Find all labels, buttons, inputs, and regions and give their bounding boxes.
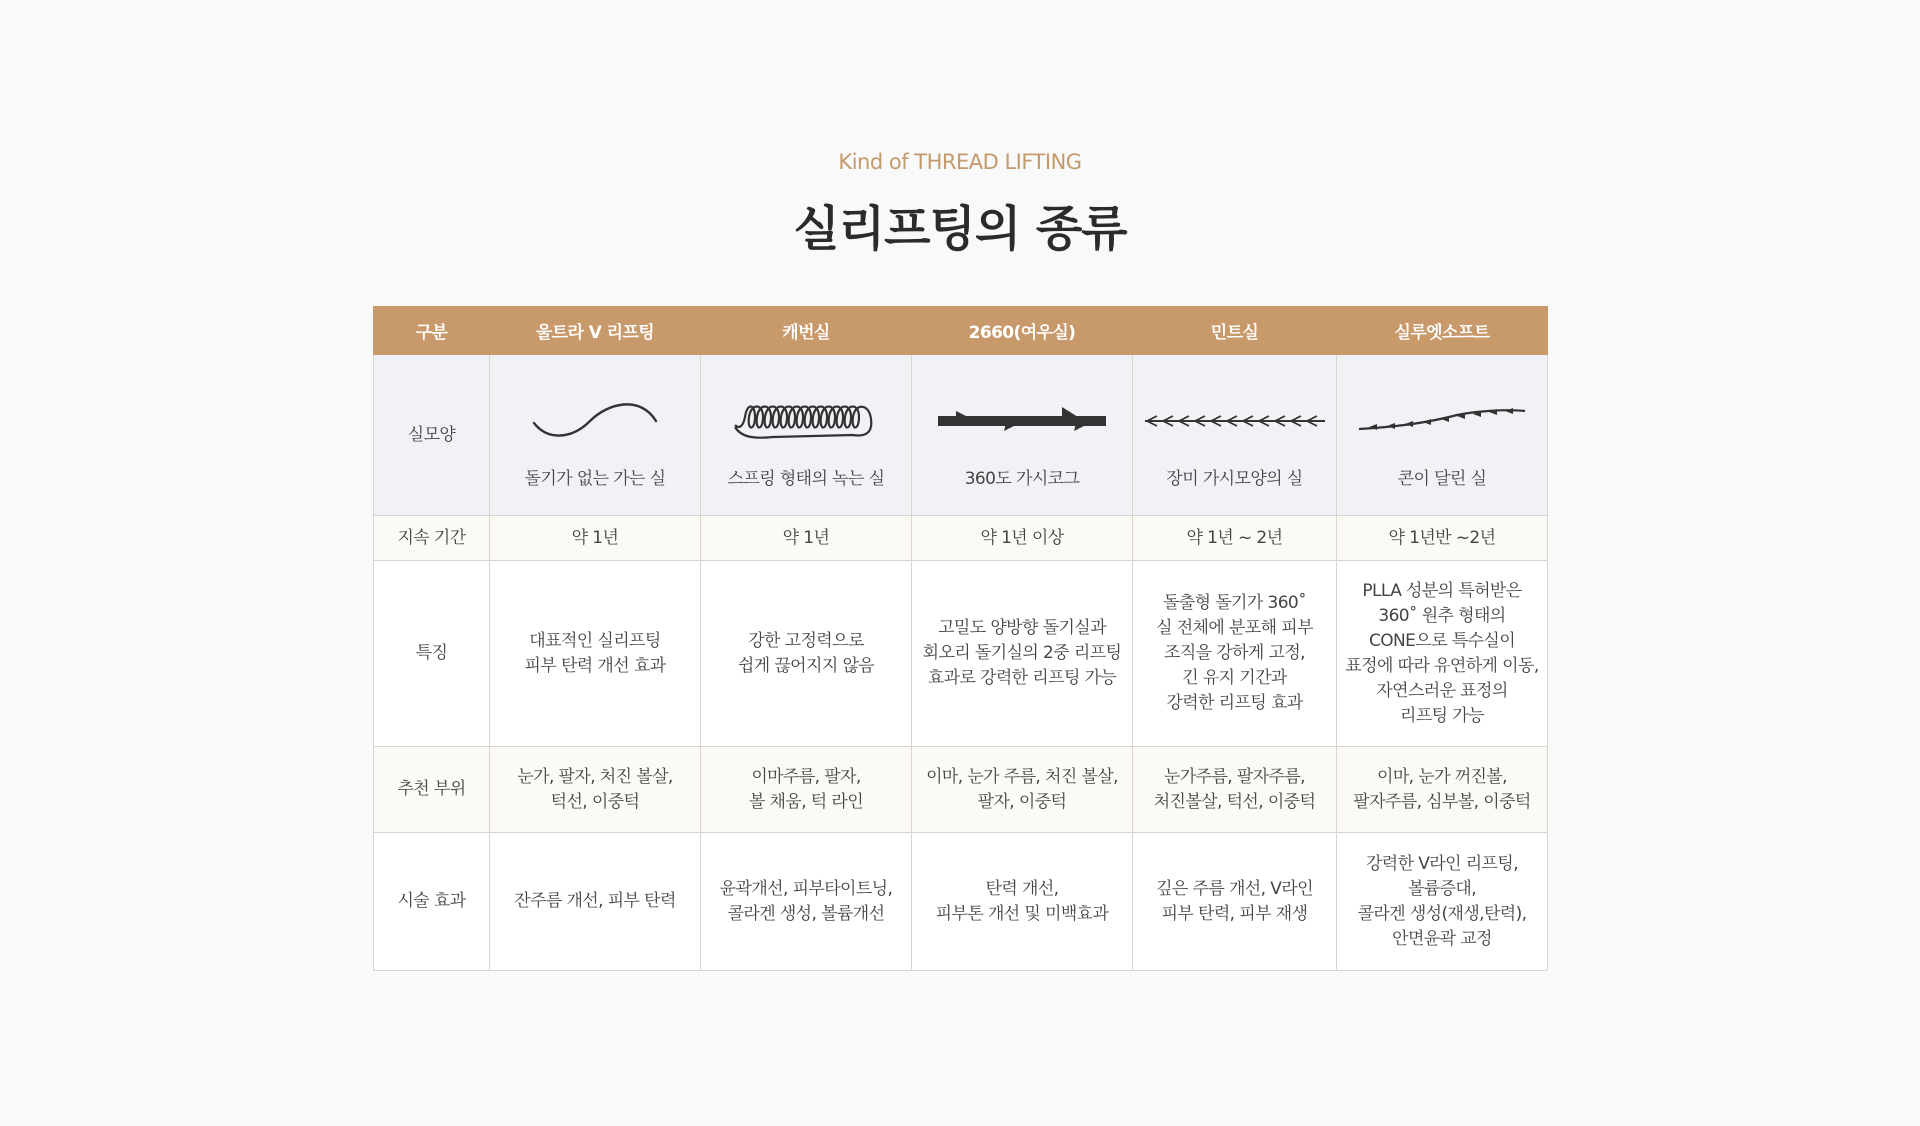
features-cell: 강한 고정력으로 쉽게 끊어지지 않음 xyxy=(701,561,912,747)
duration-cell: 약 1년 ~ 2년 xyxy=(1133,516,1337,561)
header-silhouette-soft: 실루엣소프트 xyxy=(1337,307,1548,355)
features-cell: 고밀도 양방향 돌기실과 회오리 돌기실의 2중 리프팅 효과로 강력한 리프팅 가능 xyxy=(912,561,1133,747)
row-label-effects: 시술 효과 xyxy=(374,833,490,971)
header-ultra-v: 울트라 V 리프팅 xyxy=(490,307,701,355)
shape-cell-silhouette-soft xyxy=(1337,355,1548,516)
features-cell: PLLA 성분의 특허받은 360˚ 원추 형태의 CONE으로 특수실이 표정에 따라 유연하게 이동, 자연스러운 표정의 리프팅 가능 xyxy=(1337,561,1548,747)
duration-cell: 약 1년반 ~2년 xyxy=(1337,516,1548,561)
effects-cell: 깊은 주름 개선, V라인 피부 탄력, 피부 재생 xyxy=(1133,833,1337,971)
section-eyebrow: Kind of THREAD LIFTING xyxy=(838,150,1082,174)
shape-cell-mint xyxy=(1133,355,1337,516)
duration-cell: 약 1년 xyxy=(701,516,912,561)
areas-cell: 눈가, 팔자, 처진 볼살, 턱선, 이중턱 xyxy=(490,747,701,833)
shape-cell-ultra-v xyxy=(490,355,701,516)
duration-cell: 약 1년 이상 xyxy=(912,516,1133,561)
effects-cell: 탄력 개선, 피부톤 개선 및 미백효과 xyxy=(912,833,1133,971)
spring-coil-thread-icon xyxy=(733,397,879,441)
shape-cell-caven xyxy=(701,355,912,516)
table-header-row xyxy=(374,307,1548,355)
effects-cell: 잔주름 개선, 피부 탄력 xyxy=(490,833,701,971)
barbed-cog-thread-icon xyxy=(934,397,1110,441)
areas-cell: 이마주름, 팔자, 볼 채움, 턱 라인 xyxy=(701,747,912,833)
features-cell: 대표적인 실리프팅 피부 탄력 개선 효과 xyxy=(490,561,701,747)
shape-caption: 스프링 형태의 녹는 실 xyxy=(727,469,885,489)
areas-cell: 이마, 눈가 꺼진볼, 팔자주름, 심부볼, 이중턱 xyxy=(1337,747,1548,833)
duration-cell: 약 1년 xyxy=(490,516,701,561)
shape-caption: 장미 가시모양의 실 xyxy=(1166,469,1303,489)
rose-thorn-thread-icon xyxy=(1143,397,1327,441)
areas-cell: 눈가주름, 팔자주름, 처진볼살, 턱선, 이중턱 xyxy=(1133,747,1337,833)
thread-lifting-table xyxy=(373,306,1548,971)
row-label-duration: 지속 기간 xyxy=(374,516,490,561)
row-label-shape: 실모양 xyxy=(374,355,490,516)
row-label-areas: 추천 부위 xyxy=(374,747,490,833)
cone-thread-icon xyxy=(1357,397,1527,441)
effects-cell: 윤곽개선, 피부타이트닝, 콜라겐 생성, 볼륨개선 xyxy=(701,833,912,971)
shape-caption: 돌기가 없는 가는 실 xyxy=(524,469,666,489)
header-caven: 캐번실 xyxy=(701,307,912,355)
smooth-wave-thread-icon xyxy=(530,397,660,441)
table-row-shape xyxy=(374,355,1548,516)
table-row-duration xyxy=(374,516,1548,561)
areas-cell: 이마, 눈가 주름, 처진 볼살, 팔자, 이중턱 xyxy=(912,747,1133,833)
table-row-areas xyxy=(374,747,1548,833)
header-2660: 2660(여우실) xyxy=(912,307,1133,355)
header-category: 구분 xyxy=(374,307,490,355)
header-mint: 민트실 xyxy=(1133,307,1337,355)
table-row-features xyxy=(374,561,1548,747)
page-title: 실리프팅의 종류 xyxy=(793,201,1127,257)
table-row-effects xyxy=(374,833,1548,971)
row-label-features: 특징 xyxy=(374,561,490,747)
shape-caption: 콘이 달린 실 xyxy=(1397,469,1487,489)
features-cell: 돌출형 돌기가 360˚ 실 전체에 분포해 피부 조직을 강하게 고정, 긴 유지 기간과 강력한 리프팅 효과 xyxy=(1133,561,1337,747)
shape-caption: 360도 가시코그 xyxy=(964,469,1080,489)
shape-cell-2660 xyxy=(912,355,1133,516)
effects-cell: 강력한 V라인 리프팅, 볼륨증대, 콜라겐 생성(재생,탄력), 안면윤곽 교정 xyxy=(1337,833,1548,971)
